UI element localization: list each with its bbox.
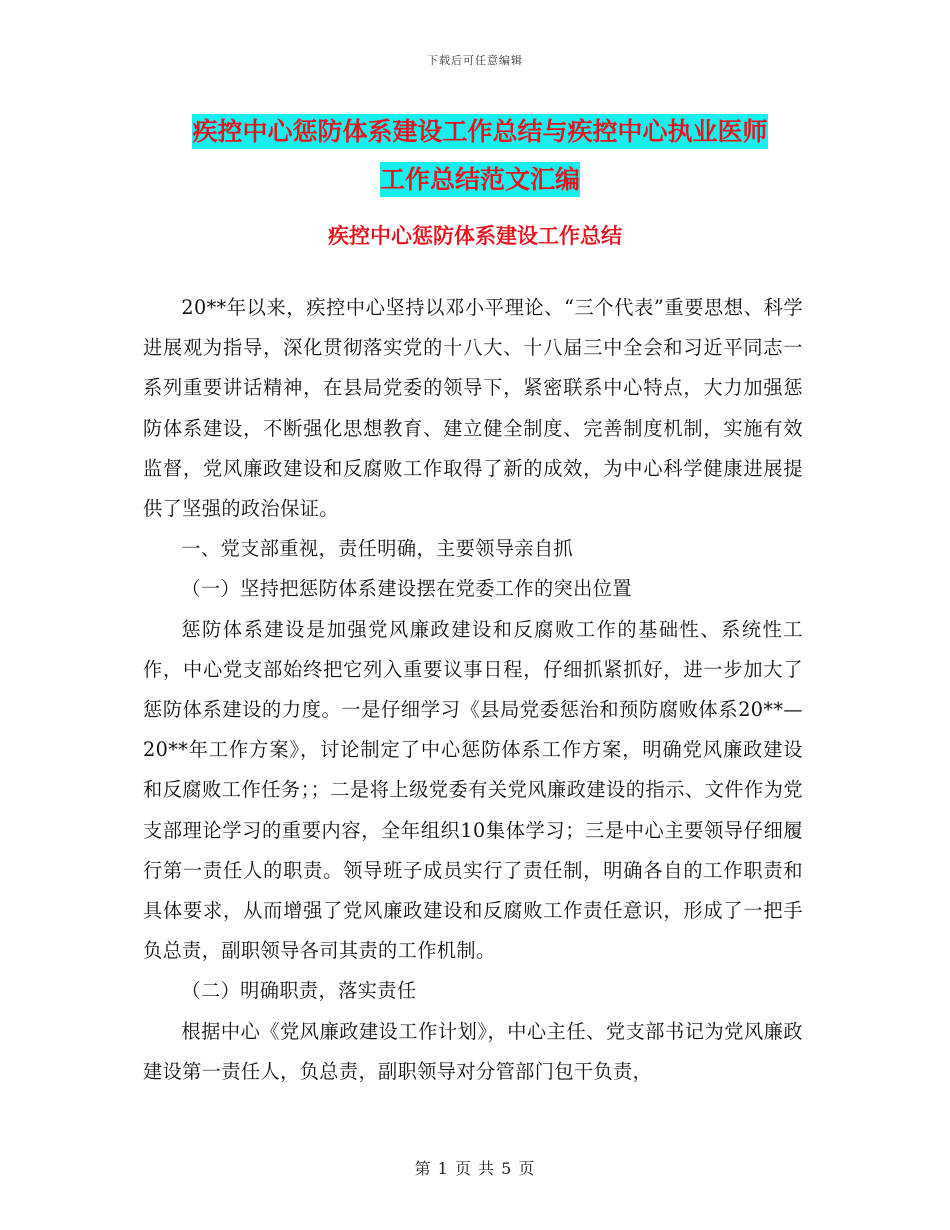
heading-level-1: 一、党支部重视，责任明确，主要领导亲自抓 [181, 537, 574, 561]
document-title [140, 108, 820, 204]
paragraph-body: 惩防体系建设是加强党风廉政建设和反腐败工作的基础性、系统性工作，中心党支部始终把它列入重要议事日程，仔细抓紧抓好，进一步加大了惩防体系建设的力度。一是仔细学习《县局党委惩治和预防腐败体系20**—20**年工作方案》，讨论制定了中心惩防体系工作方案，明确党风廉政建设和反腐败工作任务；；二是将上级党委有关党风廉政建设的指示、文件作为党支部理论学习的重要内容，全年组织10集体学习；三是中心主要领导仔细履行第一责任人的职责。领导班子成员实行了责任制，明确各自的工作职责和具体要求，从而增强了党风廉政建设和反腐败工作责任意识，形成了一把手负总责，副职领导各司其责的工作机制。 [143, 617, 803, 963]
document-title-line-2: 工作总结范文汇编 [380, 162, 580, 197]
page-header-note: 下载后可任意编辑 [427, 54, 523, 67]
section-title: 疾控中心惩防体系建设工作总结 [328, 224, 622, 248]
heading-level-2-second: （二）明确职责，落实责任 [181, 979, 417, 1003]
document-title-line-1: 疾控中心惩防体系建设工作总结与疾控中心执业医师 [192, 114, 767, 149]
heading-level-2-first: （一）坚持把惩防体系建设摆在党委工作的突出位置 [181, 577, 632, 601]
body-text [143, 288, 803, 1092]
paragraph-intro: 20**年以来，疾控中心坚持以邓小平理论、“三个代表”重要思想、科学进展观为指导，深化贯彻落实党的十八大、十八届三中全会和习近平同志一系列重要讲话精神，在县局党委的领导下，紧密联系中心特点，大力加强惩防体系建设，不断强化思想教育、建立健全制度、完善制度机制，实施有效监督，党风廉政建设和反腐败工作取得了新的成效，为中心科学健康进展提供了坚强的政治保证。 [143, 296, 803, 521]
paragraph-continued: 根据中心《党风廉政建设工作计划》，中心主任、党支部书记为党风廉政建设第一责任人，负总责，副职领导对分管部门包干负责， [143, 1019, 803, 1083]
page-number-footer: 第 1 页 共 5 页 [414, 1159, 536, 1178]
